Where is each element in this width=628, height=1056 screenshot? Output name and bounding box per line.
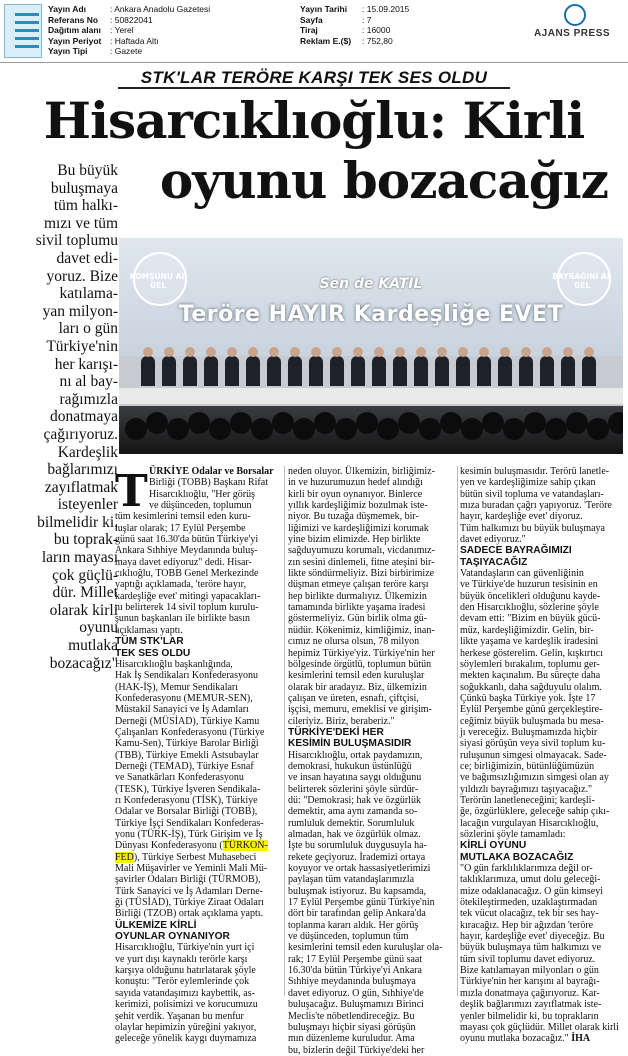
body-line: tamamında birlikte yaşama iradesi: [288, 602, 426, 614]
speaker-figure: [414, 356, 428, 386]
column-2: [288, 466, 454, 1056]
body-line: büyük öncelikleri olduğunu kayde-: [460, 590, 601, 602]
body-line: bu, bizlerin değil Türkiye'deki her: [288, 1044, 425, 1056]
body-line: buluşmayı hiçbir siyasi görüşün: [288, 1021, 416, 1033]
body-line: hepimiz Türkiye'yiz. Türkiye'nin her: [288, 647, 435, 659]
body-line: sağduyumuzu korumalı, vicdanımız-: [288, 545, 435, 557]
body-line: Bize katılamayan milyonları o gün: [460, 965, 599, 977]
body-line: kesimlerini temsil eden kuruluşlar ola-: [288, 942, 443, 954]
body-line: Türk Sanayici ve İş Adamları Derne-: [115, 885, 264, 897]
body-line: yine bizim elimizde. Hep birlikte: [288, 534, 421, 546]
audience-head: [146, 412, 168, 434]
deck-line: rağımızla: [59, 390, 118, 408]
body-line: kardeşliğe evet' mitingi yapacakları-: [115, 590, 261, 602]
body-line: Derneği (TEMAD), Türkiye Esnaf: [115, 760, 254, 772]
logo-stripe: [15, 21, 39, 24]
body-line: ve yurt dışı kaynaklı terörle karşı: [115, 953, 248, 965]
deck-line: sivil toplumu: [35, 232, 118, 250]
subheading: OYUNLAR OYNANIYOR: [115, 931, 230, 943]
body-line: göstermeliyiz. Gün birlik olma gü-: [288, 613, 428, 625]
speaker-figure: [372, 356, 386, 386]
meta-value: : 50822041: [110, 14, 153, 25]
body-line: ve Sanatkârları Konfederasyonu: [115, 772, 244, 784]
agency-name: AJANS PRESS: [533, 28, 611, 39]
audience-head: [377, 418, 399, 440]
meta-row: [300, 4, 500, 15]
body-line: ve insan hayatına saygı olduğunu: [288, 772, 422, 784]
highlight: FED: [115, 851, 134, 863]
speaker-figure: [498, 356, 512, 386]
body-line: hep birlikte durmalıyız. Ülkemizin: [288, 590, 427, 602]
deck-line: her karışı-: [54, 355, 118, 373]
speaker-figure: [309, 356, 323, 386]
body-line: Mali Müşavirler ve Yeminli Mali Mü-: [115, 863, 268, 875]
audience-head: [482, 412, 504, 434]
body-line: ceğimiz büyük buluşmada bu mesa-: [460, 715, 604, 727]
deck-line: zayıflatmak: [44, 478, 118, 496]
body-line: (TESK), Türkiye İşveren Sendikala-: [115, 783, 261, 795]
body-line: herkese gösterelim. Gelin, kışkırtıcı: [460, 647, 604, 659]
body-line: Hak İş Sendikaları Konfederasyonu: [115, 670, 259, 682]
column-rule: [284, 466, 285, 996]
body-line: davet ediyoruz.": [460, 534, 526, 546]
logo-stripe: [15, 37, 39, 40]
speaker-figure: [519, 356, 533, 386]
body-line: Derneği (MÜSİAD), Türkiye Kamu: [115, 715, 260, 727]
event-photo: [119, 238, 623, 454]
body-line: deşlik bağlarımızı zayıflatmak iste-: [460, 999, 602, 1011]
kicker-underline: [118, 87, 510, 89]
body-line: Çünkü başka Türkiye yok. İşte 17: [460, 692, 596, 704]
speaker-figure: [456, 356, 470, 386]
body-line: Çalışanları Konfederasyonu (Türkiye: [115, 726, 265, 738]
body-line: büyük buluşmaya tüm halkımızı ve: [460, 942, 602, 954]
header-divider: [0, 62, 628, 63]
body-line: cileriyiz. Biriz, beraberiz.": [288, 715, 395, 727]
body-line: nüdür. Kökenimiz, kimliğimiz, inan-: [288, 624, 435, 636]
audience-head: [398, 412, 420, 434]
audience-head: [209, 418, 231, 440]
meta-row: [48, 36, 298, 47]
audience-head: [314, 412, 336, 434]
drop-cap: T: [115, 466, 148, 517]
body-line: nı belirterek 14 sivil toplum kurulu-: [115, 602, 259, 614]
body-line: kerimizi, polisimizi ve korucumuzu: [115, 999, 258, 1011]
column-3: [460, 466, 626, 1045]
body-line: belirterek sözlerini şöyle sürdür-: [288, 783, 419, 795]
body-line: Terörün lanetleneceğini; kardeşli-: [460, 794, 595, 806]
body-line: sayıda vatandaşımızı kaybettik, as-: [115, 987, 255, 999]
logo-stripe: [15, 29, 39, 32]
audience-head: [587, 418, 609, 440]
audience-head: [272, 412, 294, 434]
body-line: geleceğe yönelik kaygı duymamıza: [115, 1033, 257, 1045]
body-line: toplanma kararı aldık. Her görüş: [288, 919, 419, 931]
speaker-figure: [246, 356, 260, 386]
deck-line: bilmelidir ki,: [37, 513, 118, 531]
body-line: yen ve kardeşliğimize sahip çıkan: [460, 477, 596, 489]
headline-line-1: Hisarcıklıoğlu: Kirli: [43, 91, 585, 150]
body-line: ce; birliğimizin, bütünlüğümüzün: [460, 760, 595, 772]
body-line: niyor. Bu tuzağa düşmemek, bir-: [288, 511, 419, 523]
highlight: TÜRKON-: [222, 840, 268, 852]
deck-line: bağlarımızı: [47, 461, 118, 479]
body-line: yıllık kardeşliğimiz bozulmak iste-: [288, 500, 428, 512]
audience-head: [503, 418, 525, 440]
speaker-figure: [225, 356, 239, 386]
body-line: kesimlerini temsil eden kuruluşlar: [288, 670, 425, 682]
deck-line: tüm halkı-: [53, 197, 118, 215]
body-line: Sıhhiye meydanında buluşmaya: [288, 976, 416, 988]
body-line: buluşacağız. Buluşmamızı Birinci: [288, 999, 424, 1011]
body-line: oyunu mutlaka bozacağız." İHA: [460, 1033, 591, 1045]
body-line: Tüm halkımızı bu büyük buluşmaya: [460, 522, 605, 534]
subheading: TÜM STK'LAR: [115, 636, 184, 648]
body-line: Hisarcıklıoğlu, ortak paydamızın,: [288, 749, 423, 761]
body-line: mayası çok güçlüdür. Millet olarak kirli: [460, 1021, 619, 1033]
audience-head: [461, 418, 483, 440]
audience-head: [293, 418, 315, 440]
deck-line: bozacağız": [49, 654, 118, 672]
body-line: liğimizi ve kardeşliğimizi korumak: [288, 522, 429, 534]
body-line: şunun başkanları ile birlikte basın: [115, 613, 250, 625]
agency-circle-icon: [564, 4, 586, 26]
meta-label: Yayın Tipi: [48, 46, 88, 56]
body-line: bütün sivil topluma ve vatandaşları-: [460, 488, 604, 500]
panel-table: [119, 388, 623, 404]
deck-line: bu toprak-: [53, 531, 118, 549]
body-line: davet ediyoruz. O gün, Sıhhiye'de: [288, 987, 424, 999]
body-line: işçisi, memuru, emeklisi ve girişim-: [288, 704, 432, 716]
speaker-figure: [582, 356, 596, 386]
body-line: likte yaşama ve kardeşlik iradesini: [460, 636, 599, 648]
meta-label: Referans No: [48, 14, 99, 25]
body-line: Hisarcıklıoğlu, Türkiye'nin yurt içi: [115, 942, 255, 954]
speaker-figure: [330, 356, 344, 386]
body-line: çalışan ve üreten, esnafı, çiftçisi,: [288, 692, 419, 704]
meta-value: : 752,80: [362, 35, 393, 46]
body-line: yenler bilmelidir ki, bu toprakların: [460, 1010, 599, 1022]
body-line: bölgesinde örgütlü, toplumun bütün: [288, 658, 432, 670]
body-line: düşman etmeye çalışan teröre karşı: [288, 579, 429, 591]
speaker-figure: [477, 356, 491, 386]
meta-left: [48, 4, 298, 57]
body-line: yıldızlı bayrağımızı taşıyacağız.": [460, 783, 593, 795]
body-line: Dünyası Konfederasyonu (TÜRKON-: [115, 840, 268, 852]
body-line: siyasi görüşün veya sivil toplum ku-: [460, 738, 606, 750]
body-line: tek vücut olacağız, tek bir ses hay-: [460, 908, 599, 920]
meta-value: : Haftada Altı: [110, 35, 159, 46]
audience-head: [419, 418, 441, 440]
body-line: soğukkanlı, daha sağduyulu olalım.: [460, 681, 602, 693]
body-line: Türkiye'nin her karışını al bayrağı-: [460, 976, 600, 988]
body-line: mızla donatmaya çağırıyoruz. Kar-: [460, 987, 600, 999]
speaker-figure: [540, 356, 554, 386]
body-line: luşlar olarak; 17 Eylül Perşembe: [115, 522, 246, 534]
body-line: kesimin buluşmasıdır. Terörü lanetle-: [460, 466, 610, 477]
meta-row: [300, 25, 500, 36]
audience-head: [608, 412, 623, 434]
body-line: Hisarcıklıoğlu, "Her görüş: [149, 488, 256, 500]
deck-line: ların mayası: [41, 549, 118, 567]
body-line: Birliği (TZOB) ortak açıklama yaptı.: [115, 908, 264, 920]
body-line: (TBB), Türkiye Emekli Astsubaylar: [115, 749, 259, 761]
body-line: ruluşunun simgesi olmayacak. Sade-: [460, 749, 607, 761]
body-line: rekete geçiyoruz. İrademizi ortaya: [288, 851, 426, 863]
deck-line: Bu büyük: [57, 162, 118, 179]
photo-backdrop: [119, 238, 623, 356]
deck-line: yan milyon-: [42, 302, 118, 320]
meta-label: Reklam E.($): [300, 35, 352, 46]
body-line: mize odaklanacağız. O gün kimseyi: [460, 885, 604, 897]
meta-value: : Ankara Anadolu Gazetesi: [110, 4, 211, 14]
body-line: günü saat 16.30'da bütün Türkiye'yi: [115, 534, 259, 546]
body-line: in ve huzurumuzun hedef alındığı: [288, 477, 423, 489]
body-line: buluşmak istiyoruz. Bu kapsamda,: [288, 885, 427, 897]
meta-row: [48, 25, 298, 36]
body-line: ğe, özgürlüklere, geleceğe sahip çıkı-: [460, 806, 610, 818]
meta-label: Tiraj: [300, 25, 318, 35]
kicker: STK'LAR TERÖRE KARŞI TEK SES OLDU: [140, 68, 488, 87]
meta-label: Yayın Tarihi: [300, 4, 348, 14]
body-line: şehit verdik. Yaşanan bu menfur: [115, 1010, 244, 1022]
body-line: demokrasi, hukukun üstünlüğü: [288, 760, 412, 772]
body-line: İşte bu sorumluluk duygusuyla ha-: [288, 840, 427, 852]
body-line: devam etti: "Bizim en büyük gücü-: [460, 613, 601, 625]
body-line: Türkiye İşçi Sendikaları Konfederas-: [115, 817, 264, 829]
body-line: tüm kesimlerini temsil eden kuru-: [115, 511, 251, 523]
body-line: Meclis'te nöbetlendireceğiz. Bu: [288, 1010, 415, 1022]
body-line: maya davet ediyoruz" dedi. Hisar-: [115, 556, 252, 568]
body-line: hayır, kardeşliğe evet' diyoruz.: [460, 511, 583, 523]
body-line: kıracağız. Hep bir ağızdan 'teröre: [460, 919, 594, 931]
body-line: Konfederasyonu (MEMUR-SEN),: [115, 692, 253, 704]
clipping-logo: [4, 4, 42, 58]
agency-logo: [526, 4, 618, 44]
meta-row: [48, 46, 298, 57]
body-line: Birliği (TOBB) Başkanı Rifat: [149, 477, 268, 489]
body-line: almadan, hak ve özgürlük olmaz.: [288, 829, 421, 840]
body-line: Müstakil Sanayici ve İş Adamları: [115, 704, 249, 716]
deck-line: Türkiye'nin: [46, 337, 118, 355]
body-line: zın sesini dinlemeli, fitne ateşini bir-: [288, 556, 435, 568]
seal-right-text: BAYRAĞINI AL GEL: [552, 272, 612, 290]
meta-label: Yayın Adı: [48, 4, 86, 14]
speaker-figure: [267, 356, 281, 386]
deck-line: çağırıyoruz.: [43, 425, 118, 443]
audience-head: [230, 412, 252, 434]
body-line: ÜRKİYE Odalar ve Borsalar: [149, 466, 274, 477]
body-line: Ankara Sıhhiye Meydanında buluş-: [115, 545, 258, 557]
body-line: müz, kardeşliğimizdir. Gelin, bir-: [460, 624, 594, 636]
body-line: Kamu-Sen), Türkiye Barolar Birliği: [115, 738, 259, 750]
body-line: mın düzenleme kuruludur. Ama: [288, 1033, 415, 1045]
body-line: ği (TÜSİAD), Türkiye Ziraat Odaları: [115, 897, 264, 909]
body-line: sözlerini şöyle tamamladı:: [460, 829, 566, 840]
body-line: cımız ne olursa olsun, 78 milyon: [288, 636, 420, 648]
source-tag: İHA: [571, 1033, 591, 1045]
deck-line: Kardeşlik: [57, 443, 118, 461]
speaker-figure: [183, 356, 197, 386]
deck-line: dür. Millet: [52, 584, 118, 602]
meta-row: [48, 15, 298, 26]
body-line: yonu (TÜRK-İŞ), Türk Girişim ve İş: [115, 829, 263, 840]
speaker-figure: [141, 356, 155, 386]
meta-value: : 15.09.2015: [362, 4, 410, 14]
body-line: ötekileştirmeden, uzaklaştırmadan: [460, 897, 598, 909]
body-line: Vatandaşların can güvenliğinin: [460, 568, 584, 580]
deck-quote: [0, 162, 118, 672]
speaker-figure: [288, 356, 302, 386]
audience-head: [545, 418, 567, 440]
meta-value: : Yerel: [110, 25, 134, 35]
meta-label: Yayın Periyot: [48, 35, 102, 46]
body-line: likte söndürmeliyiz. Bizi birbirimize: [288, 568, 435, 580]
speaker-figure: [435, 356, 449, 386]
body-line: rumluluk demektir. Sorumluluk: [288, 817, 415, 829]
body-line: ve düşünceden, toplumun: [149, 500, 252, 512]
meta-row: [48, 4, 298, 15]
deck-line: ları o gün: [58, 320, 118, 338]
body-line: paylaşan tüm vatandaşlarımızla: [288, 874, 415, 886]
seal-left-text: KOMŞUNU AL GEL: [129, 272, 187, 290]
deck-line: buluşmaya: [50, 179, 118, 197]
audience-head: [440, 412, 462, 434]
body-line: neden oluyor. Ülkemizin, birliğimiz-: [288, 466, 435, 477]
subheading: KİRLİ OYUNU: [460, 840, 527, 852]
body-line: Eylül Perşembe günü gerçekleştire-: [460, 704, 603, 716]
body-line: den Hisarcıklıoğlu, sözlerine şöyle: [460, 602, 599, 614]
body-line: demektir, ama aynı zamanda so-: [288, 806, 418, 818]
subheading: TEK SES OLDU: [115, 647, 191, 659]
meta-row: [300, 15, 500, 26]
audience-head: [167, 418, 189, 440]
meta-value: : 16000: [362, 25, 391, 35]
banner-small-text: Sen de KATIL: [319, 276, 423, 292]
meta-value: : 7: [362, 14, 372, 25]
audience-head: [524, 412, 546, 434]
body-line: dü: "Demokrasi; hak ve özgürlük: [288, 794, 421, 806]
meta-label: Sayfa: [300, 14, 323, 25]
body-line: Hisarcıklıoğlu başkanlığında,: [115, 658, 233, 670]
body-line: söylemleri bırakalım, toplumu ger-: [460, 658, 600, 670]
body-line: karşıya olduğunu hatırlatarak şöyle: [115, 965, 256, 977]
meta-right: [300, 4, 500, 46]
body-line: koyuyor ve ortak hassasiyetlerimizi: [288, 863, 431, 875]
speaker-figure: [393, 356, 407, 386]
subheading: TÜRKİYE'DEKİ HER: [288, 726, 384, 738]
body-line: mekten kaçınalım. Bu süreçte daha: [460, 670, 601, 682]
meta-label: Dağıtım alanı: [48, 25, 101, 35]
audience-head: [335, 418, 357, 440]
deck-line: mutlaka: [68, 637, 118, 655]
speaker-figure: [162, 356, 176, 386]
deck-line: yoruz. Bize: [46, 267, 118, 285]
body-line: dört bir tarafından gelip Ankara'da: [288, 908, 426, 920]
audience-head: [125, 418, 147, 440]
body-line: tüm sivil toplumu davet ediyoruz.: [460, 953, 596, 965]
meta-value: : Gazete: [110, 46, 143, 56]
body-line: olaylar hepimizin yüreğini yakıyor,: [115, 1021, 257, 1033]
subheading: KESİMİN BULUŞMASIDIR: [288, 738, 412, 750]
body-line: "O gün farklılıklarımıza değil or-: [460, 863, 593, 875]
speaker-figure: [351, 356, 365, 386]
deck-line: donatmaya: [49, 408, 118, 426]
body-line: jı vereceğiz. Buluşmamızda hiçbir: [460, 726, 598, 738]
body-line: Odalar ve Borsalar Birliği (TOBB),: [115, 806, 258, 818]
audience-head: [566, 412, 588, 434]
deck-line: isteyenler: [57, 496, 118, 514]
body-line: açıklaması yaptı.: [115, 624, 183, 636]
deck-line: davet edi-: [56, 249, 118, 267]
body-line: ve bağımsızlığımızın simgesi olan ay: [460, 772, 609, 784]
speaker-figure: [204, 356, 218, 386]
body-line: cıklıoğlu, TOBB Genel Merkezinde: [115, 568, 259, 580]
banner-main-text: Teröre HAYIR Kardeşliğe EVET: [178, 302, 564, 327]
subheading: ÜLKEMİZE KİRLİ: [115, 919, 197, 931]
body-line: ve düşünceden, toplumun tüm: [288, 931, 409, 943]
deck-line: olarak kirli: [49, 601, 118, 619]
meta-row: [300, 36, 500, 47]
headline-line-2: oyunu bozacağız: [159, 151, 609, 210]
body-line: ve Türkiye'de huzurun tesisinin en: [460, 579, 598, 591]
audience: [119, 406, 623, 454]
body-line: 16.30'da bütün Türkiye'yi Ankara: [288, 965, 422, 977]
subheading: SADECE BAYRAĞIMIZI: [460, 545, 572, 557]
deck-line: mızı ve tüm: [43, 214, 118, 232]
body-line: (HAK-İŞ), Memur Sendikaları: [115, 681, 239, 693]
body-line: rı Konfederasyonu (TİSK), Türkiye: [115, 794, 258, 806]
column-rule: [457, 466, 458, 996]
deck-line: katılama-: [59, 285, 118, 303]
deck-line: nı al bay-: [59, 373, 118, 391]
deck-line: çok güçlü-: [52, 566, 118, 584]
body-line: taklıklarımıza, umut dolu geleceği-: [460, 874, 601, 886]
audience-head: [251, 418, 273, 440]
column-1: [115, 466, 281, 1045]
body-line: 17 Eylül Perşembe günü Türkiye'nin: [288, 897, 435, 909]
audience-head: [188, 412, 210, 434]
body-line: konuştu: "Terör eylemlerinde çok: [115, 976, 250, 988]
body-line: rak; 17 Eylül Perşembe günü saat: [288, 953, 423, 965]
body-line: yaptığı açıklamada, 'teröre hayır,: [115, 579, 247, 591]
body-line: mıza buradan çağrı yapıyoruz. 'Teröre: [460, 500, 612, 512]
body-line: kirli bir oyun oynanıyor. Binlerce: [288, 488, 423, 500]
body-line: lacağın vurgulayan Hisarcıklıoğlu,: [460, 817, 599, 829]
logo-stripe: [15, 45, 39, 48]
subheading: MUTLAKA BOZACAĞIZ: [460, 851, 574, 863]
body-line: FED), Türkiye Serbest Muhasebeci: [115, 851, 257, 863]
deck-line: oyunu: [79, 619, 118, 637]
body-line: şavirler Odaları Birliği (TÜRMOB),: [115, 874, 261, 886]
logo-stripe: [15, 13, 39, 16]
body-line: hayır, kardeşliğe evet' diyeceğiz. Bu: [460, 931, 605, 943]
speaker-figure: [561, 356, 575, 386]
subheading: TAŞIYACAĞIZ: [460, 556, 528, 568]
body-line: olarak bir aradayız. Biz, ülkemizin: [288, 681, 427, 693]
audience-head: [356, 412, 378, 434]
